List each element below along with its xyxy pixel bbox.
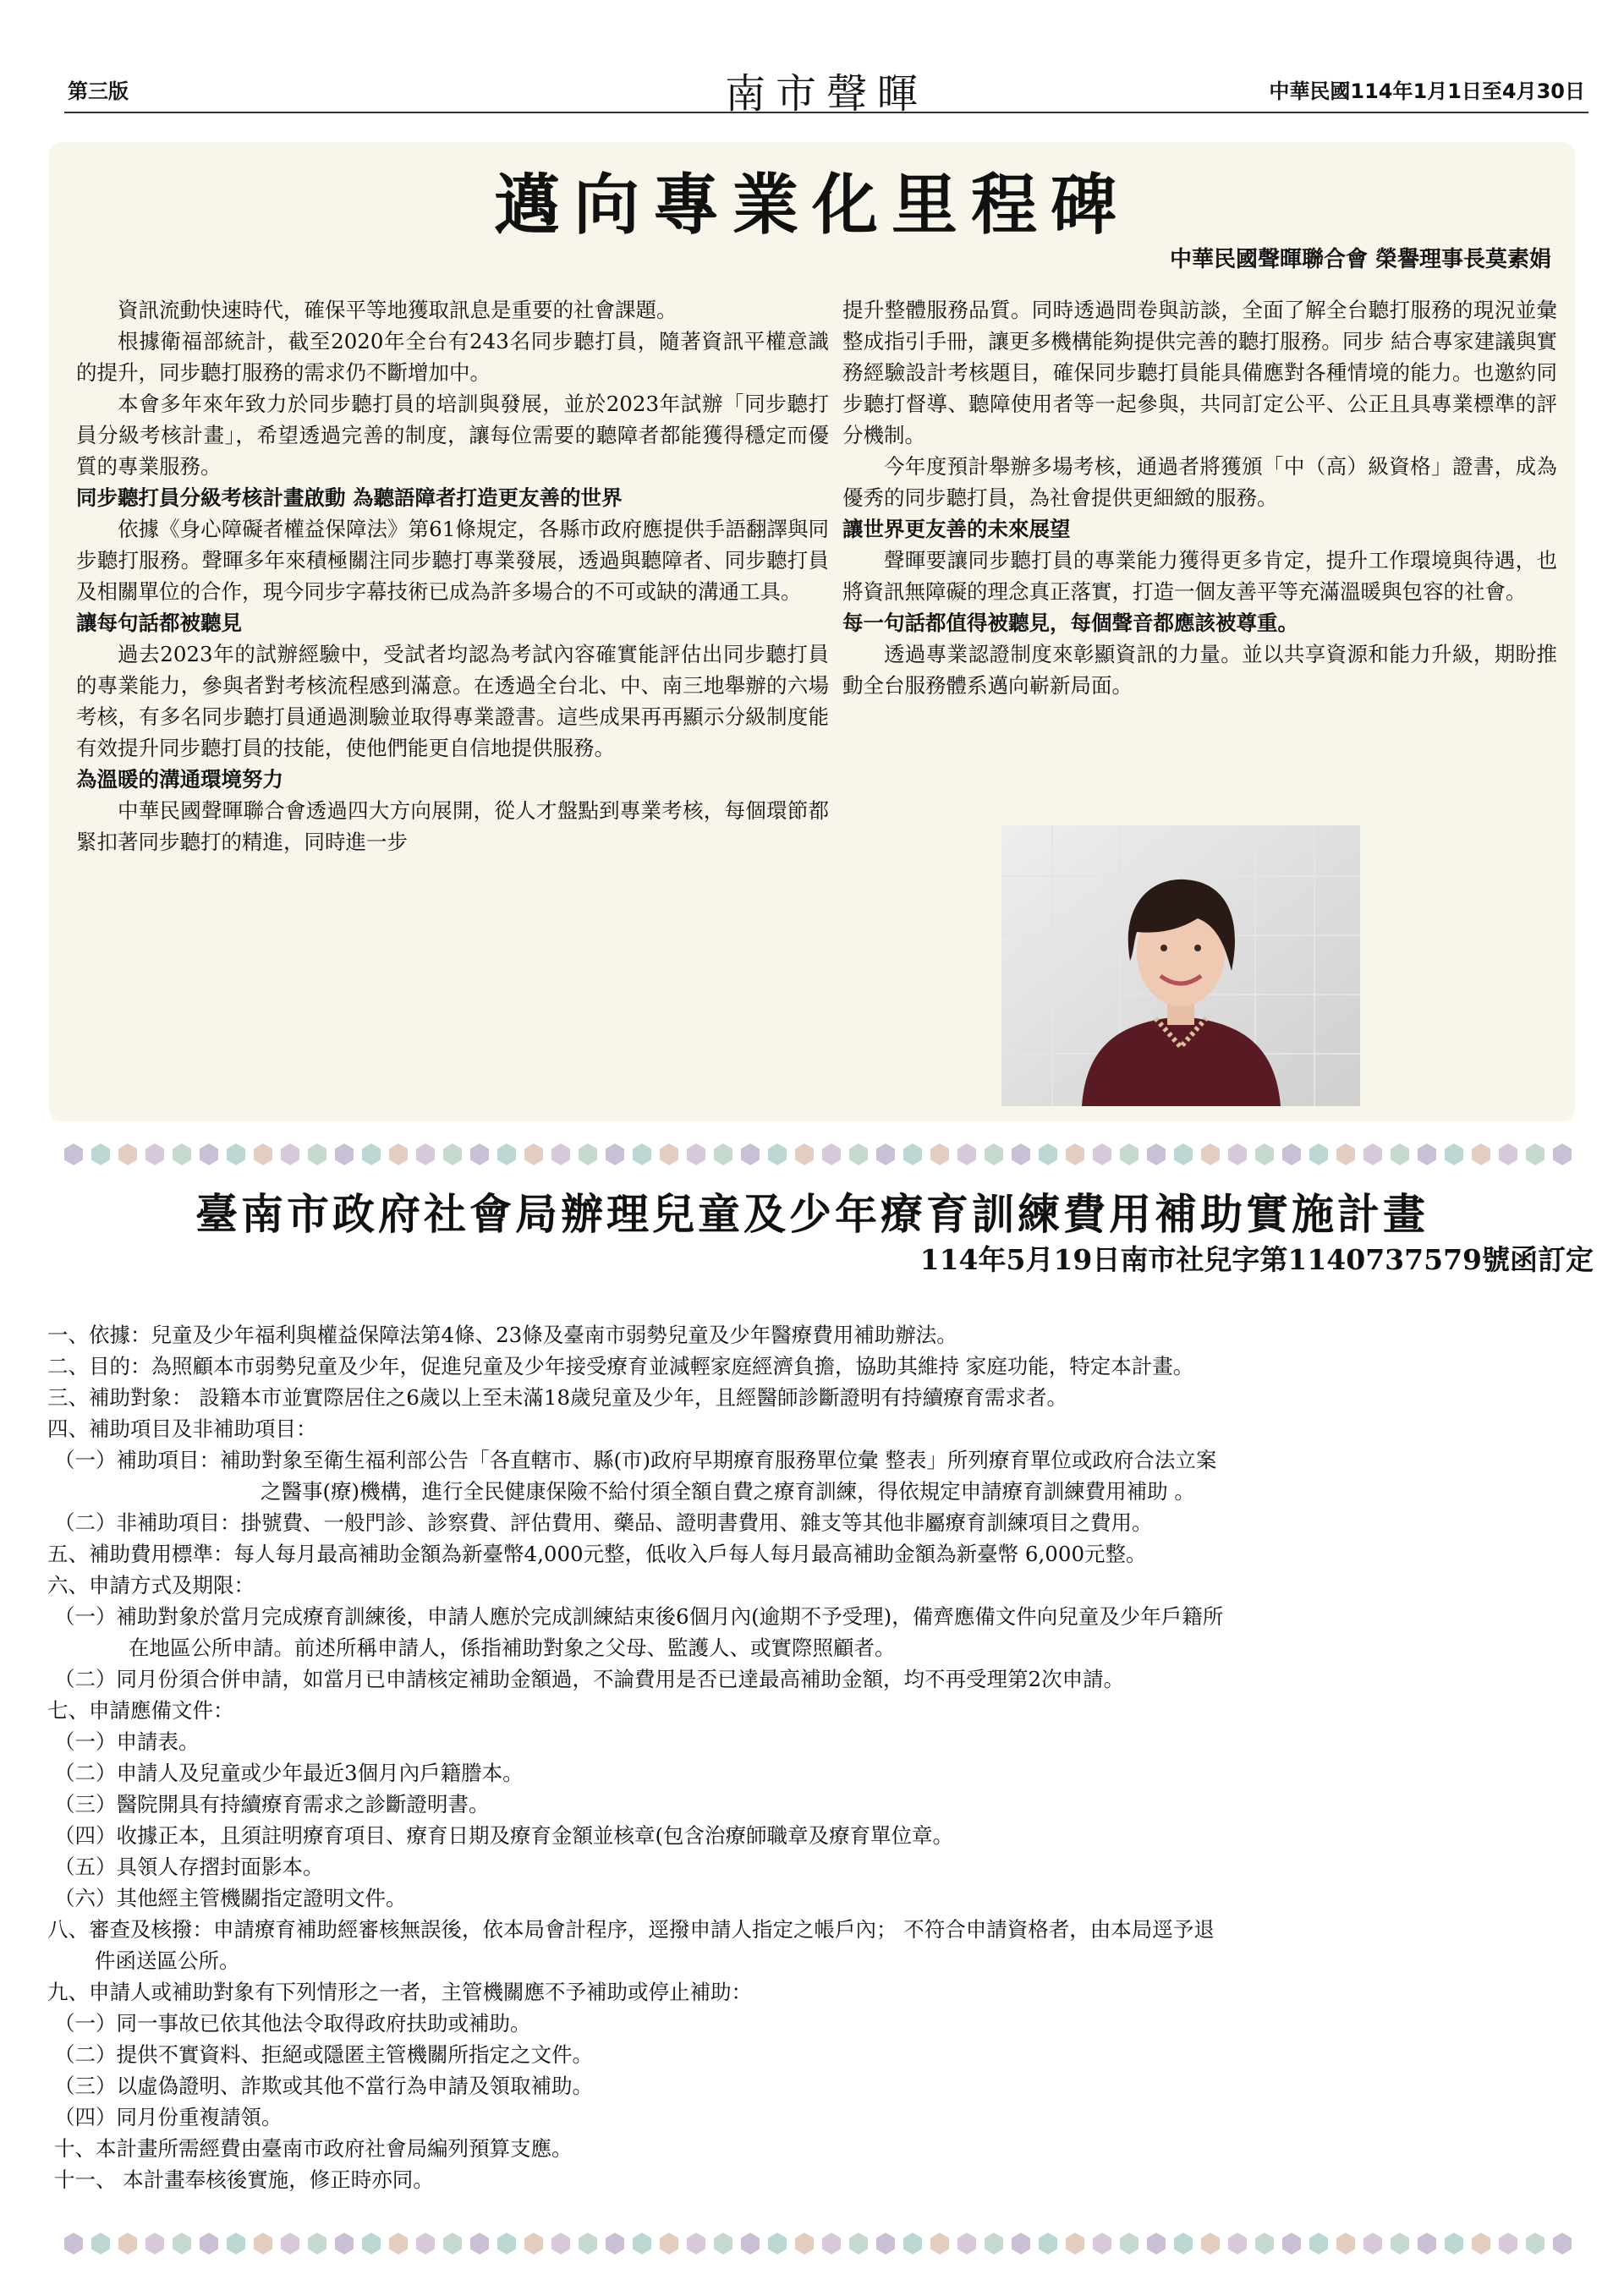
hexagon-dot	[930, 1143, 949, 1165]
hexagon-dot	[1255, 2233, 1274, 2255]
hexagon-dot	[822, 2233, 841, 2255]
feature-article	[49, 142, 1575, 1121]
paragraph: 中華民國聲暉聯合會透過四大方向展開，從人才盤點到專業考核，每個環節都緊扣著同步聽打的精進，同時進一步	[76, 798, 829, 854]
hexagon-dot	[957, 1143, 976, 1165]
hexagon-dot	[1309, 2233, 1328, 2255]
hexagon-dot	[1309, 1143, 1328, 1165]
hexagon-dot	[91, 2233, 110, 2255]
hexagon-dot	[795, 2233, 814, 2255]
hexagon-dot	[1147, 1143, 1166, 1165]
hexagon-dot	[308, 2233, 326, 2255]
hexagon-dot	[876, 1143, 895, 1165]
plan-clause: （一）補助對象於當月完成療育訓練後，申請人應於完成訓練結束後6個月內(逾期不予受理)，備齊應備文件向兒童及少年戶籍所	[54, 1604, 1224, 1629]
hexagon-dot	[741, 1143, 760, 1165]
plan-clause: （二）提供不實資料、拒絕或隱匿主管機關所指定之文件。	[54, 2042, 593, 2067]
hexagon-dot	[1363, 2233, 1382, 2255]
hexagon-dot	[1039, 1143, 1057, 1165]
plan-clause: （四）同月份重複請領。	[54, 2105, 283, 2129]
bold-statement: 每一句話都值得被聽見，每個聲音都應該被尊重。	[842, 611, 1298, 635]
hexagon-dot	[876, 2233, 895, 2255]
hexagon-dot	[1120, 2233, 1138, 2255]
hexagon-dot	[1336, 1143, 1355, 1165]
plan-clause: 十、本計畫所需經費由臺南市政府社會局編列預算支應。	[54, 2136, 573, 2161]
hexagon-dot	[227, 2233, 245, 2255]
hexagon-dot	[254, 1143, 272, 1165]
plan-clause: （四）收據正本，且須註明療育項目、療育日期及療育金額並核章(包含治療師職章及療育單位章。	[54, 1823, 954, 1848]
feature-column-left	[76, 294, 829, 858]
hexagon-dot	[1201, 1143, 1220, 1165]
plan-clause: 十一、 本計畫奉核後實施，修正時亦同。	[54, 2167, 434, 2192]
hexagon-dot	[173, 1143, 191, 1165]
hexagon-dot	[497, 2233, 516, 2255]
plan-title: 臺南市政府社會局辦理兒童及少年療育訓練費用補助實施計畫	[195, 1189, 1429, 1239]
paragraph: 依據《身心障礙者權益保障法》第61條規定，各縣市政府應提供手語翻譯與同步聽打服務。聲暉多年來積極關注同步聽打專業發展，透過與聽障者、同步聽打員及相關單位的合作，現今同步字幕技術已成為許多場合的不可或缺的溝通工具。	[76, 517, 829, 604]
hexagon-dot	[1174, 1143, 1193, 1165]
hexagon-dot	[1201, 2233, 1220, 2255]
hexagon-dot	[1418, 1143, 1436, 1165]
hexagon-dot	[903, 2233, 922, 2255]
hexagon-dot	[1012, 2233, 1030, 2255]
plan-clause: （二）同月份須合併申請，如當月已申請核定補助金額過，不論費用是否已達最高補助金額，均不再受理第2次申請。	[54, 1667, 1125, 1691]
paragraph: 聲暉要讓同步聽打員的專業能力獲得更多肯定，提升工作環境與待遇，也將資訊無障礙的理念真正落實，打造一個友善平等充滿溫暖與包容的社會。	[842, 548, 1557, 604]
hexagon-dot	[606, 2233, 624, 2255]
plan-clause: （一）補助項目：補助對象至衛生福利部公告「各直轄市、縣(市)政府早期療育服務單位彙 整表」所列療育單位或政府合法立案	[54, 1448, 1217, 1472]
hexagon-dot	[985, 1143, 1003, 1165]
paragraph: 本會多年來年致力於同步聽打員的培訓與發展，並於2023年試辦「同步聽打員分級考核計畫」，希望透過完善的制度，讓每位需要的聽障者都能獲得穩定而優質的專業服務。	[76, 392, 829, 479]
section-heading: 讓世界更友善的未來展望	[842, 517, 1071, 541]
hexagon-dot	[1499, 2233, 1517, 2255]
plan-clause: 三、補助對象： 設籍本市並實際居住之6歲以上至未滿18歲兒童及少年，且經醫師診斷證明有持續療育需求者。	[47, 1385, 1068, 1410]
hexagon-dot	[1228, 2233, 1247, 2255]
hexagon-dot	[1012, 1143, 1030, 1165]
hexagon-dot	[443, 1143, 462, 1165]
hexagon-dot	[1418, 2233, 1436, 2255]
plan-clause: 二、目的：為照顧本市弱勢兒童及少年，促進兒童及少年接受療育並減輕家庭經濟負擔，協助其維持 家庭功能，特定本計畫。	[47, 1354, 1194, 1378]
feature-column-right	[842, 294, 1557, 701]
plan-clause: 八、審查及核撥：申請療育補助經審核無誤後，依本局會計程序，逕撥申請人指定之帳戶內； 不符合申請資格者，由本局逕予退	[47, 1917, 1215, 1942]
hexagon-dot	[1066, 1143, 1084, 1165]
hexagon-dot	[741, 2233, 760, 2255]
hexagon-dot	[768, 1143, 787, 1165]
hexagon-dot	[985, 2233, 1003, 2255]
hexagon-dot	[308, 1143, 326, 1165]
hexagon-dot	[118, 2233, 137, 2255]
masthead	[64, 64, 1588, 118]
hexagon-dot	[579, 2233, 597, 2255]
hexagon-dot	[551, 1143, 570, 1165]
hexagon-dot	[281, 2233, 299, 2255]
hexagon-dot	[660, 2233, 678, 2255]
hexagon-dot	[389, 1143, 408, 1165]
hexagon-dot	[606, 1143, 624, 1165]
paragraph: 資訊流動快速時代，確保平等地獲取訊息是重要的社會課題。	[118, 298, 678, 322]
issue-date: 中華民國114年1月1日至4月30日	[1269, 79, 1585, 103]
paragraph: 根據衛福部統計，截至2020年全台有243名同步聽打員，隨著資訊平權意識的提升，同步聽打服務的需求仍不斷增加中。	[76, 329, 829, 385]
hexagon-dot	[443, 2233, 462, 2255]
newspaper-title: 南市聲暉	[724, 70, 928, 118]
hexagon-dot	[416, 2233, 435, 2255]
hexagon-dot	[335, 2233, 354, 2255]
plan-reference: 114年5月19日南市社兒字第1140737579號函訂定	[919, 1243, 1594, 1276]
issue-label: 第三版	[68, 79, 129, 103]
decorative-hex-divider	[64, 1143, 1578, 1169]
hexagon-dot	[1472, 2233, 1490, 2255]
hexagon-dot	[362, 1143, 381, 1165]
section-heading: 讓每句話都被聽見	[76, 611, 242, 635]
portrait-photo	[1001, 825, 1360, 1106]
plan-clause: （一）申請表。	[54, 1729, 200, 1754]
plan-clause: （三）醫院開具有持續療育需求之診斷證明書。	[54, 1792, 490, 1817]
hexagon-dot	[362, 2233, 381, 2255]
hexagon-dot	[1391, 1143, 1409, 1165]
plan-clause: 五、補助費用標準：每人每月最高補助金額為新臺幣4,000元整，低收入戶每人每月最高補助金額為新臺幣 6,000元整。	[47, 1542, 1147, 1566]
hexagon-dot	[1282, 1143, 1301, 1165]
paragraph: 過去2023年的試辦經驗中，受試者均認為考試內容確實能評估出同步聽打員的專業能力，參與者對考核流程感到滿意。在透過全台北、中、南三地舉辦的六場考核，有多名同步聽打員通過測驗並取得專業證書。這些成果再再顯示分級制度能有效提升同步聽打員的技能，使他們能更自信地提供服務。	[76, 642, 829, 760]
hexagon-dot	[795, 1143, 814, 1165]
hexagon-dot	[551, 2233, 570, 2255]
hexagon-dot	[173, 2233, 191, 2255]
hexagon-dot	[335, 1143, 354, 1165]
hexagon-dot	[1282, 2233, 1301, 2255]
plan-body	[47, 1319, 1587, 2195]
hexagon-dot	[254, 2233, 272, 2255]
paragraph: 提升整體服務品質。同時透過問卷與訪談，全面了解全台聽打服務的現況並彙整成指引手冊，讓更多機構能夠提供完善的聽打服務。同步 結合專家建議與實務經驗設計考核題目，確保同步聽打員能具備應對各種情境的能力。也邀約同步聽打督導、聽障使用者等一起參與，共同訂定公平、公正且具專業標準的評分機制。	[842, 298, 1557, 447]
hexagon-dot	[633, 2233, 651, 2255]
plan-clause: （三）以虛偽證明、詐欺或其他不當行為申請及領取補助。	[54, 2074, 593, 2098]
hexagon-dot	[145, 2233, 164, 2255]
hexagon-dot	[930, 2233, 949, 2255]
hexagon-dot	[1445, 2233, 1463, 2255]
hexagon-dot	[1147, 2233, 1166, 2255]
hexagon-dot	[1174, 2233, 1193, 2255]
hexagon-dot	[687, 2233, 705, 2255]
plan-clause: 七、申請應備文件：	[47, 1698, 234, 1723]
hexagon-dot	[1553, 1143, 1572, 1165]
section-heading: 同步聽打員分級考核計畫啟動 為聽語障者打造更友善的世界	[76, 485, 623, 510]
hexagon-dot	[1039, 2233, 1057, 2255]
hexagon-dot	[822, 1143, 841, 1165]
hexagon-dot	[903, 1143, 922, 1165]
hexagon-dot	[1472, 1143, 1490, 1165]
hexagon-dot	[768, 2233, 787, 2255]
hexagon-dot	[1391, 2233, 1409, 2255]
hexagon-dot	[1363, 1143, 1382, 1165]
hexagon-dot	[200, 2233, 218, 2255]
hexagon-dot	[1526, 1143, 1544, 1165]
plan-clause: 四、補助項目及非補助項目：	[47, 1417, 317, 1441]
hexagon-dot	[579, 1143, 597, 1165]
hexagon-dot	[714, 1143, 732, 1165]
hexagon-dot	[524, 1143, 543, 1165]
hexagon-dot	[470, 1143, 489, 1165]
hexagon-dot	[1499, 1143, 1517, 1165]
hexagon-dot	[1093, 1143, 1111, 1165]
hexagon-dot	[687, 1143, 705, 1165]
plan-clause: 九、申請人或補助對象有下列情形之一者，主管機關應不予補助或停止補助：	[47, 1980, 752, 2004]
plan-clause: （一）同一事故已依其他法令取得政府扶助或補助。	[54, 2011, 531, 2036]
paragraph: 今年度預計舉辦多場考核，通過者將獲頒「中（高）級資格」證書，成為優秀的同步聽打員，為社會提供更細緻的服務。	[842, 454, 1557, 510]
decorative-hex-divider	[64, 2233, 1578, 2258]
hexagon-dot	[1120, 1143, 1138, 1165]
hexagon-dot	[714, 2233, 732, 2255]
hexagon-dot	[91, 1143, 110, 1165]
hexagon-dot	[416, 1143, 435, 1165]
plan-clause: 六、申請方式及期限：	[47, 1573, 255, 1597]
plan-clause: 一、依據：兒童及少年福利與權益保障法第4條、23條及臺南市弱勢兒童及少年醫療費用補助辦法。	[47, 1323, 957, 1347]
paragraph: 透過專業認證制度來彰顯資訊的力量。並以共享資源和能力升級，期盼推動全台服務體系邁向嶄新局面。	[842, 642, 1557, 698]
plan-clause-continued: 在地區公所申請。前述所稱申請人，係指補助對象之父母、監護人、或實際照顧者。	[129, 1636, 896, 1660]
plan-clause-continued: 之醫事(療)機構，進行全民健康保險不給付須全額自費之療育訓練，得依規定申請療育訓練費用補助 。	[261, 1479, 1195, 1504]
hexagon-dot	[389, 2233, 408, 2255]
plan-clause-continued: 件函送區公所。	[95, 1948, 240, 1973]
plan-clause: （六）其他經主管機關指定證明文件。	[54, 1886, 407, 1910]
hexagon-dot	[633, 1143, 651, 1165]
hexagon-dot	[470, 2233, 489, 2255]
hexagon-dot	[1553, 2233, 1572, 2255]
hexagon-dot	[849, 2233, 868, 2255]
hexagon-dot	[1228, 1143, 1247, 1165]
hexagon-dot	[1336, 2233, 1355, 2255]
section-heading: 為溫暖的溝通環境努力	[76, 767, 283, 792]
hexagon-dot	[660, 1143, 678, 1165]
hexagon-dot	[1255, 1143, 1274, 1165]
hexagon-dot	[1445, 1143, 1463, 1165]
feature-byline: 中華民國聲暉聯合會 榮譽理事長莫素娟	[1169, 247, 1551, 272]
feature-title: 邁向專業化里程碑	[493, 167, 1130, 244]
hexagon-dot	[145, 1143, 164, 1165]
hexagon-dot	[64, 2233, 83, 2255]
hexagon-dot	[118, 1143, 137, 1165]
hexagon-dot	[227, 1143, 245, 1165]
hexagon-dot	[957, 2233, 976, 2255]
hexagon-dot	[1093, 2233, 1111, 2255]
hexagon-dot	[497, 1143, 516, 1165]
hexagon-dot	[200, 1143, 218, 1165]
hexagon-dot	[524, 2233, 543, 2255]
plan-clause: （二）非補助項目：掛號費、一般門診、診察費、評估費用、藥品、證明書費用、雜支等其他非屬療育訓練項目之費用。	[54, 1510, 1153, 1535]
hexagon-dot	[849, 1143, 868, 1165]
plan-clause: （五）具領人存摺封面影本。	[54, 1855, 324, 1879]
hexagon-dot	[1526, 2233, 1544, 2255]
hexagon-dot	[281, 1143, 299, 1165]
hexagon-dot	[64, 1143, 83, 1165]
plan-clause: （二）申請人及兒童或少年最近3個月內戶籍謄本。	[54, 1761, 524, 1785]
hexagon-dot	[1066, 2233, 1084, 2255]
